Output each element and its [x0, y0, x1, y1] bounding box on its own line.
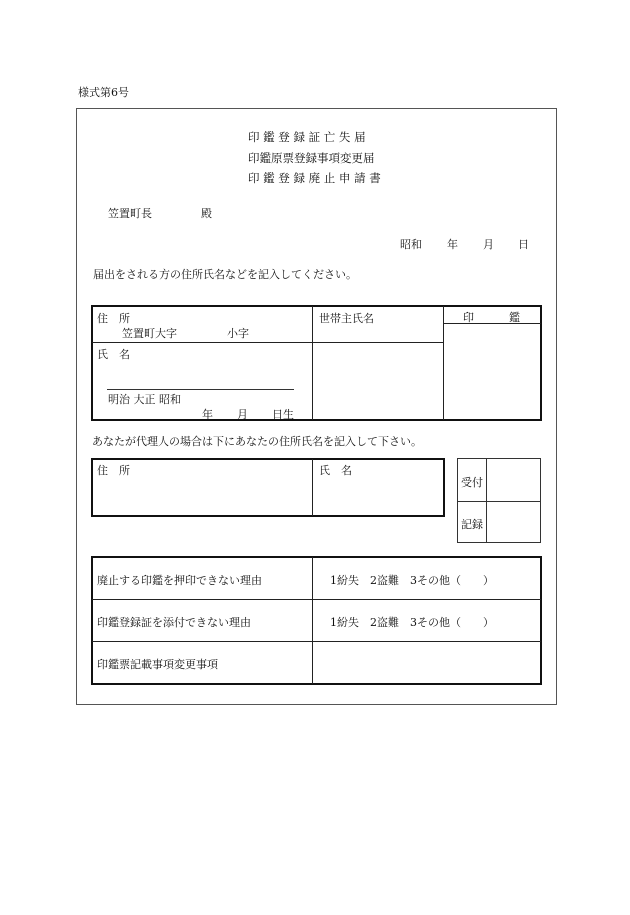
applicant-instruction: 届出をされる方の住所氏名などを記入してください。: [93, 268, 357, 281]
reason-row-divider-1: [92, 599, 541, 600]
reason-row-label: 廃止する印鑑を押印できない理由: [97, 574, 262, 587]
addressee-name: 笠置町長: [108, 207, 152, 220]
reason-divider: [312, 557, 313, 684]
date-day: 日: [518, 238, 529, 251]
title-line-1: 印 鑑 登 録 証 亡 失 届: [248, 130, 366, 144]
applicant-row-divider: [92, 342, 443, 343]
seal-header-divider: [444, 323, 541, 324]
title-line-3: 印 鑑 登 録 廃 止 申 請 書: [248, 171, 381, 185]
seal-label-left: 印: [463, 311, 474, 324]
birth-year: 年: [202, 408, 213, 421]
birth-day: 日生: [272, 408, 294, 421]
recorded-label: 記録: [461, 518, 483, 531]
seal-label-right: 鑑: [509, 311, 520, 324]
agent-address-label: 住 所: [97, 464, 130, 477]
birth-eras: 明治 大正 昭和: [108, 393, 181, 406]
householder-label: 世帯主氏名: [319, 312, 374, 325]
agent-table: [91, 458, 445, 517]
date-era: 昭和: [400, 238, 422, 251]
date-year: 年: [447, 238, 458, 251]
birth-month: 月: [237, 408, 248, 421]
applicant-address-label: 住 所: [97, 312, 130, 325]
applicant-address-suffix: 小字: [227, 327, 249, 340]
applicant-address-value: 笠置町大字: [122, 327, 177, 340]
reason-row-label: 印鑑票記載事項変更事項: [97, 658, 218, 671]
applicant-name-label: 氏 名: [97, 348, 130, 361]
received-label: 受付: [461, 476, 483, 489]
date-month: 月: [483, 238, 494, 251]
agent-name-label: 氏 名: [319, 464, 352, 477]
applicant-divider-1: [312, 306, 313, 420]
addressee-honorific: 殿: [201, 207, 212, 220]
agent-instruction: あなたが代理人の場合は下にあなたの住所氏名を記入して下さい。: [92, 435, 422, 448]
office-box-divider-h: [458, 501, 540, 502]
agent-divider: [312, 459, 313, 516]
signature-underline: [107, 389, 294, 390]
reason-row-options: 1紛失 2盗難 3その他（ ）: [330, 574, 494, 587]
form-number: 様式第6号: [78, 86, 129, 99]
reason-row-label: 印鑑登録証を添付できない理由: [97, 616, 251, 629]
reason-row-divider-2: [92, 641, 541, 642]
reason-row-options: 1紛失 2盗難 3その他（ ）: [330, 616, 494, 629]
title-line-2: 印鑑原票登録事項変更届: [248, 151, 375, 165]
